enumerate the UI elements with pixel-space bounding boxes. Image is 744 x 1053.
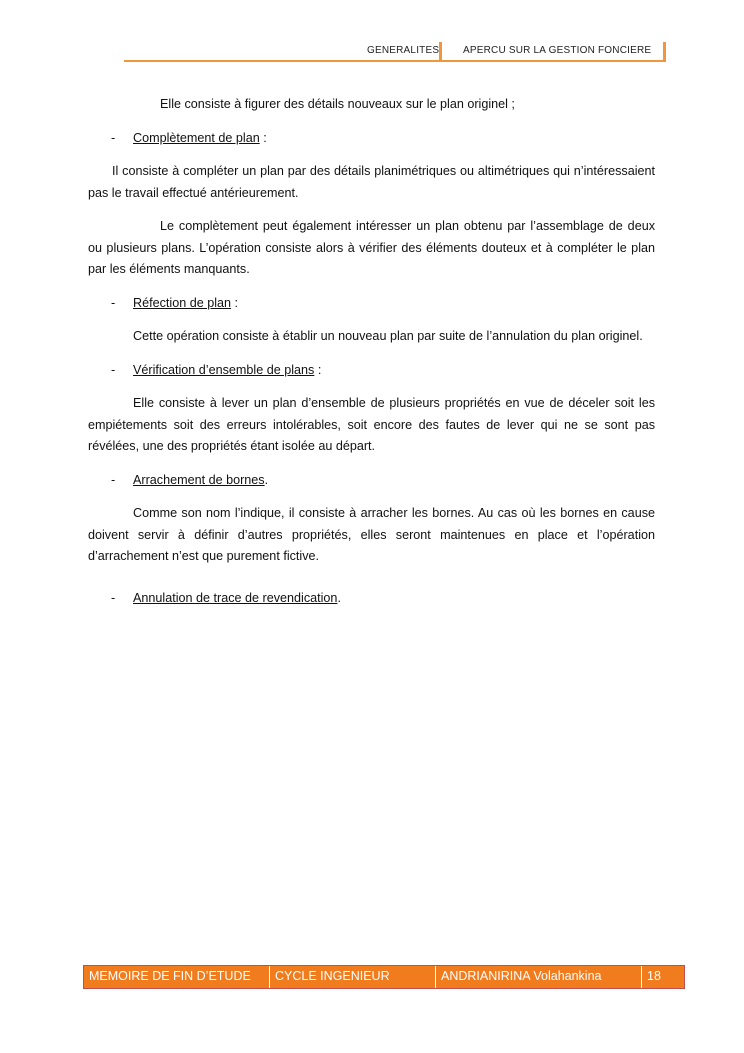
list-dash: - [111,295,116,310]
item-suffix: : [314,362,322,377]
paragraph-verification: Elle consiste à lever un plan d’ensemble de plusieurs propriétés en vue de déceler soit les empiétements soit des erreurs intolérables, soit encore des fautes de lever qui ne se sont pas révélées, une des propriétés étant isolée au départ. [88,396,655,453]
footer-page-number: 18 [647,969,661,983]
header-section: GENERALITES [367,45,440,56]
page-header [124,42,666,62]
list-dash: - [111,130,116,145]
header-subsection: APERCU SUR LA GESTION FONCIERE [463,45,652,56]
list-item-arrachement [88,470,655,492]
item-suffix: : [231,295,239,310]
item-title: Vérification d’ensemble de plans [133,362,315,377]
list-dash: - [111,472,116,487]
page-footer [83,965,685,989]
item-suffix: : [259,130,267,145]
item-title: Complètement de plan [133,130,260,145]
paragraph-completement: Il consiste à compléter un plan par des détails planimétriques ou altimétriques qui n’intéressaient pas le travail effectué antérieurement. [88,164,655,200]
paragraph-arrachement: Comme son nom l’indique, il consiste à arracher les bornes. Au cas où les bornes en cause doivent servir à définir d’autres propriétés, elles seront maintenues en place et l’opération d’arrachement n’est que purement fictive. [88,506,655,563]
list-item-annulation [88,588,655,610]
item-suffix: . [337,590,341,605]
list-dash: - [111,590,116,605]
item-title: Annulation de trace de revendication [133,590,338,605]
item-suffix: . [264,472,269,487]
item-title: Arrachement de bornes [133,472,265,487]
list-item-verification [88,360,655,382]
footer-cycle: CYCLE INGENIEUR [270,966,436,988]
list-dash: - [111,362,116,377]
item-title: Réfection de plan [133,295,232,310]
list-item-refection [88,293,655,315]
paragraph-assemblage: Le complètement peut également intéresser un plan obtenu par l’assemblage de deux ou plusieurs plans. L’opération consiste alors à vérifier des éléments douteux et à compléter le plan par les éléments manquants. [88,219,655,276]
header-end-divider [663,42,666,60]
footer-author: ANDRIANIRINA Volahankina [436,966,642,988]
list-item-completement [88,128,655,150]
paragraph-refection: Cette opération consiste à établir un nouveau plan par suite de l’annulation du plan originel. [133,329,643,343]
paragraph-intro: Elle consiste à figurer des détails nouveaux sur le plan originel ; [160,97,515,111]
footer-memoire: MEMOIRE DE FIN D’ETUDE [84,966,270,988]
header-divider [439,42,442,60]
page-body [88,94,655,621]
